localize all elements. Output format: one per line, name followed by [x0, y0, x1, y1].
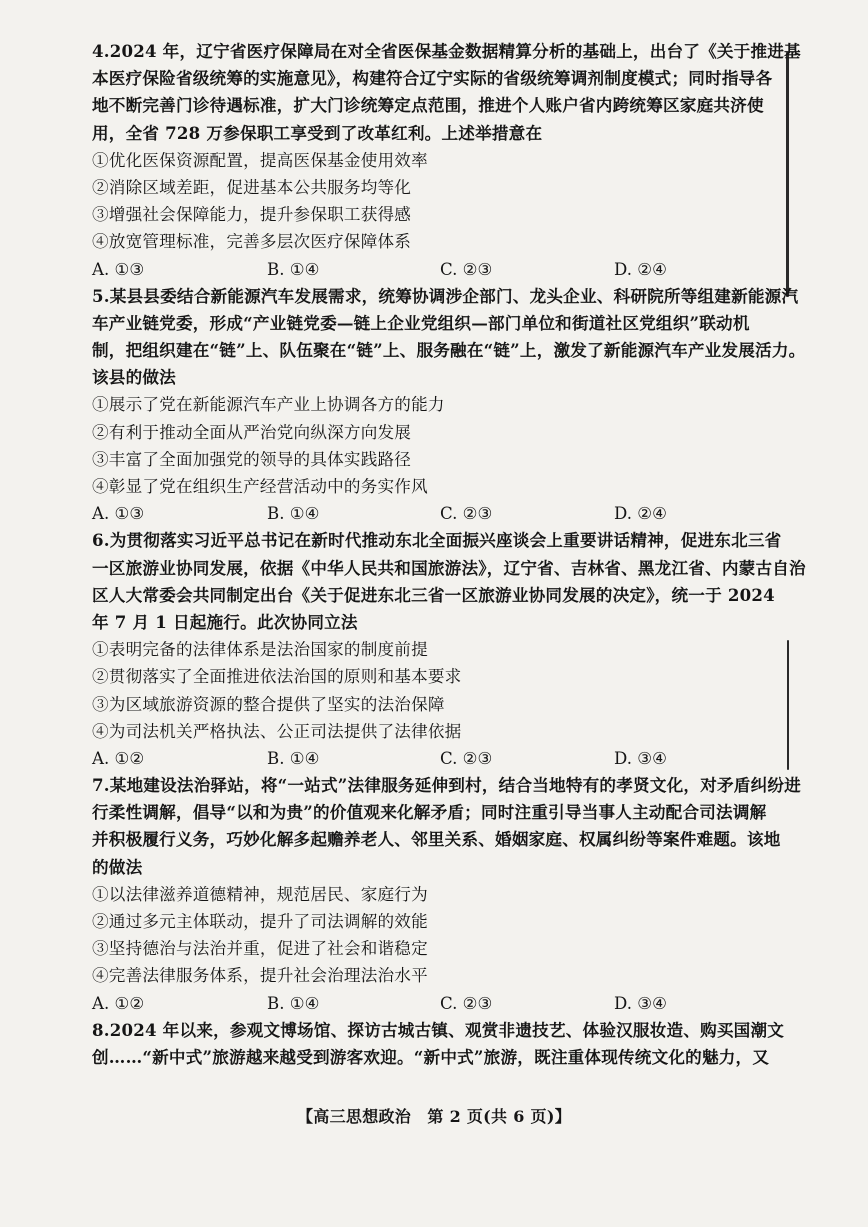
question-list: [92, 38, 806, 1071]
statement: ③为区域旅游资源的整合提供了坚实的法治保障: [92, 694, 445, 714]
option-b: B. ①④: [267, 504, 320, 524]
question-stem-line: 4.2024 年，辽宁省医疗保障局在对全省医保基金数据精算分析的基础上，出台了《关于推进基: [92, 41, 801, 61]
statement: ②有利于推动全面从严治党向纵深方向发展: [92, 422, 412, 442]
question-6: [92, 527, 806, 772]
statement: ④彰显了党在组织生产经营活动中的务实作风: [92, 477, 428, 496]
question-stem-line: 本医疗保险省级统筹的实施意见》，构建符合辽宁实际的省级统筹调剂制度模式；同时指导各: [92, 68, 773, 89]
statement: ①以法律滋养道德精神，规范居民、家庭行为: [92, 884, 428, 904]
answer-options: [92, 256, 792, 283]
answer-options: [92, 990, 792, 1017]
statement: ③丰富了全面加强党的领导的具体实践路径: [92, 449, 412, 469]
statement: ②贯彻落实了全面推进依法治国的原则和基本要求: [92, 667, 462, 687]
option-c: C. ②③: [440, 259, 493, 279]
statement: ④放宽管理标准，完善多层次医疗保障体系: [92, 232, 412, 252]
option-d: D. ③④: [614, 993, 668, 1013]
answer-options: [92, 745, 792, 772]
statement: ①展示了党在新能源汽车产业上协调各方的能力: [92, 395, 445, 415]
question-5: [92, 283, 806, 528]
question-stem-line: 用，全省 728 万参保职工享受到了改革红利。上述举措意在: [92, 122, 543, 143]
option-b: B. ①④: [267, 259, 320, 279]
question-stem-line: 7.某地建设法治驿站，将“一站式”法律服务延伸到村，结合当地特有的孝贤文化，对矛盾纠纷进: [92, 775, 801, 796]
option-b: B. ①④: [267, 993, 320, 1013]
question-stem-line: 6.为贯彻落实习近平总书记在新时代推动东北全面振兴座谈会上重要讲话精神，促进东北三省: [92, 530, 782, 551]
option-d: D. ③④: [614, 748, 668, 768]
question-stem-line: 并积极履行义务，巧妙化解多起赡养老人、邻里关系、婚姻家庭、权属纠纷等案件难题。该地: [92, 829, 781, 850]
question-stem-line: 行柔性调解，倡导“以和为贵”的价值观来化解矛盾；同时注重引导当事人主动配合司法调解: [92, 802, 767, 823]
option-a: A. ①②: [92, 993, 145, 1013]
question-7: [92, 772, 801, 1017]
question-stem-line: 该县的做法: [92, 367, 176, 388]
option-b: B. ①④: [267, 748, 320, 768]
option-c: C. ②③: [440, 748, 493, 768]
statement: ④为司法机关严格执法、公正司法提供了法律依据: [92, 721, 462, 741]
answer-options: [92, 500, 792, 527]
question-stem-line: 制，把组织建在“链”上、队伍聚在“链”上、服务融在“链”上，激发了新能源汽车产业发展活力。: [92, 340, 806, 361]
question-stem-line: 的做法: [92, 856, 143, 877]
question-stem-line: 5.某县县委结合新能源汽车发展需求，统筹协调涉企部门、龙头企业、科研院所等组建新能源汽: [92, 285, 799, 306]
option-a: A. ①③: [92, 504, 145, 524]
statement: ③坚持德治与法治并重，促进了社会和谐稳定: [92, 939, 428, 959]
page-number-label: 【高三思想政治 第 2 页(共 6 页)】: [297, 1107, 571, 1126]
option-c: C. ②③: [440, 504, 493, 524]
question-stem-line: 一区旅游业协同发展，依据《中华人民共和国旅游法》，辽宁省、吉林省、黑龙江省、内蒙古自治: [92, 557, 806, 578]
statement: ②通过多元主体联动，提升了司法调解的效能: [92, 912, 428, 931]
option-c: C. ②③: [440, 993, 493, 1013]
option-d: D. ②④: [614, 504, 668, 524]
statement: ①表明完备的法律体系是法治国家的制度前提: [92, 640, 428, 660]
question-4: [92, 38, 801, 283]
question-8: [92, 1017, 792, 1071]
option-d: D. ②④: [614, 259, 668, 279]
question-stem-line: 车产业链党委，形成“产业链党委—链上企业党组织—部门单位和街道社区党组织”联动机: [92, 312, 750, 333]
question-stem-line: 地不断完善门诊待遇标准，扩大门诊统筹定点范围，推进个人账户省内跨统筹区家庭共济使: [92, 95, 764, 116]
statement: ①优化医保资源配置，提高医保基金使用效率: [92, 150, 428, 170]
question-stem-line: 创……“新中式”旅游越来越受到游客欢迎。“新中式”旅游，既注重体现传统文化的魅力，又: [92, 1046, 770, 1067]
page-footer: [0, 1105, 868, 1129]
statement: ③增强社会保障能力，提升参保职工获得感: [92, 205, 412, 225]
option-a: A. ①③: [92, 259, 145, 279]
question-stem-line: 年 7 月 1 日起施行。此次协同立法: [92, 611, 358, 632]
question-stem-line: 区人大常委会共同制定出台《关于促进东北三省一区旅游业协同发展的决定》，统一于 2024: [92, 584, 775, 605]
option-a: A. ①②: [92, 748, 145, 768]
statement: ②消除区域差距，促进基本公共服务均等化: [92, 177, 412, 197]
question-stem-line: 8.2024 年以来，参观文博场馆、探访古城古镇、观赏非遗技艺、体验汉服妆造、购买国潮文: [92, 1019, 785, 1040]
statement: ④完善法律服务体系，提升社会治理法治水平: [92, 966, 428, 986]
